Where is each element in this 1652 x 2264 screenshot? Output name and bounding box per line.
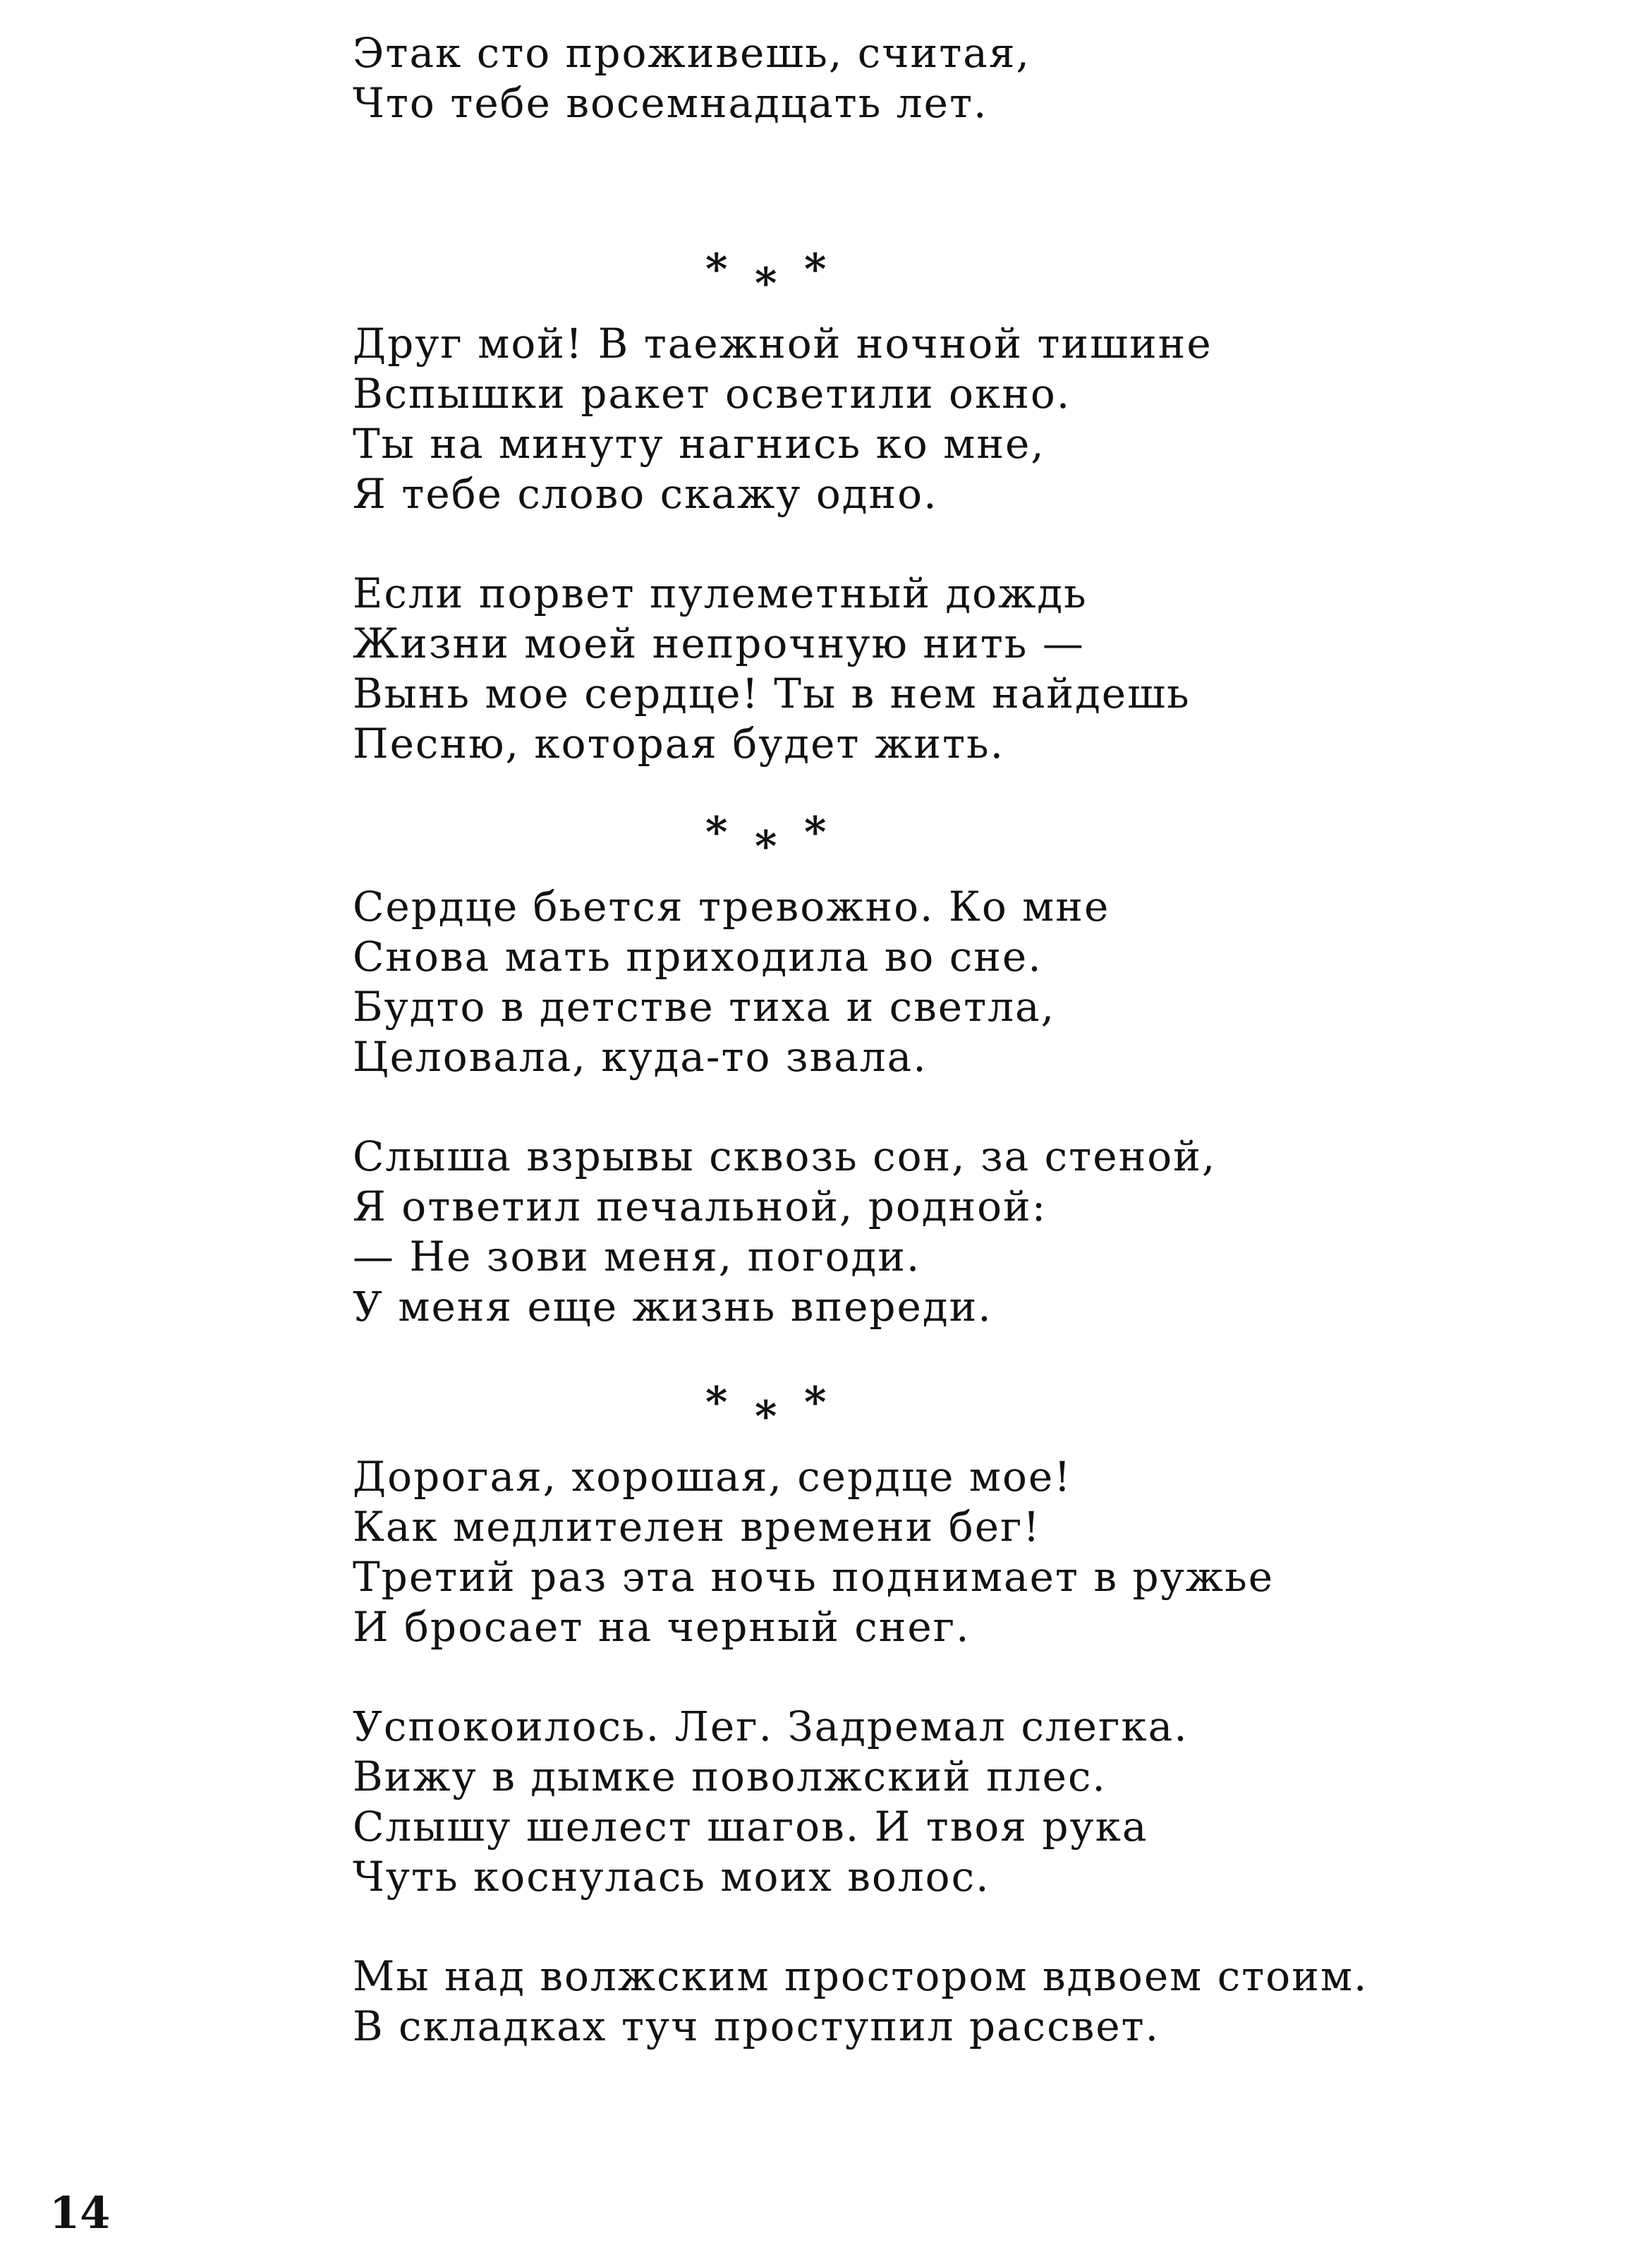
verse-line: Мы над волжским простором вдвоем стоим. — [353, 1952, 1368, 2000]
verse-line: Как медлителен времени бег! — [353, 1503, 1041, 1551]
asterisk: * — [705, 808, 728, 857]
verse-line: Я тебе слово скажу одно. — [353, 470, 938, 518]
verse-line: Третий раз эта ночь поднимает в ружье — [353, 1553, 1275, 1601]
verse-line: Если порвет пулеметный дождь — [353, 569, 1088, 617]
poem-2-stanza-2 — [353, 1132, 1552, 1332]
verse-line: Ты на минуту нагнись ко мне, — [353, 420, 1045, 468]
verse-line: Песню, которая будет жить. — [353, 720, 1005, 768]
asterisk: * — [755, 1392, 777, 1441]
asterisk: * — [804, 1378, 827, 1427]
asterisk: * — [705, 1378, 728, 1427]
verse-line: Вижу в дымке поволжский плес. — [353, 1753, 1107, 1800]
poem-0-ending — [353, 28, 1552, 128]
poem-3-stanza-3 — [353, 1951, 1552, 2052]
verse-line: Чуть коснулась моих волос. — [353, 1853, 990, 1901]
poem-column — [353, 28, 1552, 2052]
verse-line: Жизни моей непрочную нить — — [353, 619, 1085, 667]
verse-line: Что тебе восемнадцать лет. — [353, 79, 988, 127]
asterisk: * — [755, 822, 777, 871]
verse-line: Сердце бьется тревожно. Ко мне — [353, 883, 1110, 931]
section-divider — [353, 1367, 1552, 1452]
verse-line: И бросает на черный снег. — [353, 1603, 971, 1651]
section-divider — [353, 797, 1552, 882]
page-number: 14 — [49, 2187, 111, 2239]
asterisk: * — [804, 245, 827, 294]
verse-line: Вспышки ракет осветили окно. — [353, 370, 1071, 418]
verse-line: В складках туч проступил рассвет. — [353, 2002, 1160, 2050]
verse-line: Я ответил печальной, родной: — [353, 1182, 1047, 1230]
poem-2-stanza-1 — [353, 882, 1552, 1082]
verse-line: Этак сто проживешь, считая, — [353, 29, 1031, 77]
verse-line: Успокоилось. Лег. Задремал слегка. — [353, 1702, 1189, 1750]
asterisk: * — [755, 259, 777, 308]
poem-3-stanza-2 — [353, 1702, 1552, 1902]
verse-line: Слышу шелест шагов. И твоя рука — [353, 1803, 1148, 1851]
section-divider — [353, 234, 1552, 319]
verse-line: Друг мой! В таежной ночной тишине — [353, 320, 1213, 368]
poem-1-stanza-1 — [353, 319, 1552, 519]
asterisk: * — [705, 245, 728, 294]
verse-line: Вынь мое сердце! Ты в нем найдешь — [353, 670, 1191, 718]
verse-line: Слыша взрывы сквозь сон, за стеной, — [353, 1132, 1217, 1180]
verse-line: Целовала, куда-то звала. — [353, 1033, 928, 1081]
verse-line: У меня еще жизнь впереди. — [353, 1283, 992, 1331]
verse-line: — Не зови меня, погоди. — [353, 1233, 921, 1281]
poem-1-stanza-2 — [353, 569, 1552, 769]
verse-line: Будто в детстве тиха и светла, — [353, 983, 1056, 1031]
asterisk: * — [804, 808, 827, 857]
poem-3-stanza-1 — [353, 1452, 1552, 1652]
verse-line: Снова мать приходила во сне. — [353, 933, 1043, 981]
verse-line: Дорогая, хорошая, сердце мое! — [353, 1453, 1072, 1501]
